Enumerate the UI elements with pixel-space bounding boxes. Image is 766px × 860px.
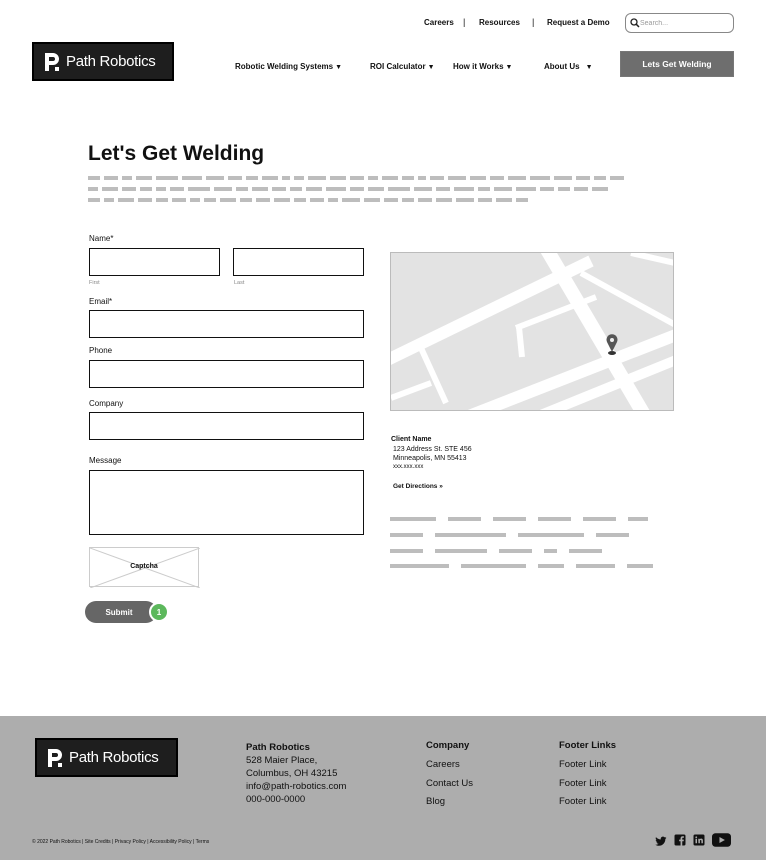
address-line-2: Minneapolis, MN 55413 xyxy=(393,455,467,462)
company-field[interactable] xyxy=(89,412,364,440)
address-line-1: 123 Address St. STE 456 xyxy=(393,446,472,453)
footer-phone: 000-000-0000 xyxy=(246,794,306,805)
page-title: Let's Get Welding xyxy=(88,142,265,165)
header-logo[interactable] xyxy=(32,42,174,81)
caret-down-icon: ▼ xyxy=(335,64,343,71)
placeholder-line xyxy=(390,564,665,568)
utility-separator: | xyxy=(463,17,466,27)
legal-separator: | xyxy=(145,839,150,845)
location-map[interactable] xyxy=(390,252,674,411)
placeholder-line xyxy=(88,198,668,202)
footer-link-blog[interactable]: Blog xyxy=(426,796,446,807)
legal-bar xyxy=(32,839,209,845)
placeholder-line xyxy=(390,549,614,553)
placeholder-line xyxy=(88,176,668,180)
captcha-label: Captcha xyxy=(130,563,158,570)
footer-address-line-1: 528 Maier Place, xyxy=(246,755,318,766)
privacy-policy-link[interactable]: Privacy Policy xyxy=(114,839,146,845)
email-field[interactable] xyxy=(89,310,364,338)
placeholder-line xyxy=(390,517,660,521)
first-name-field[interactable] xyxy=(89,248,220,276)
path-robotics-logo-icon xyxy=(43,51,61,73)
logo-wordmark: Path Robotics xyxy=(69,749,159,766)
step-badge: 1 xyxy=(149,602,169,622)
nav-label: ROI Calculator xyxy=(370,62,426,71)
first-name-sublabel: First xyxy=(89,280,100,286)
nav-item-how-it-works[interactable] xyxy=(453,62,512,71)
site-credits-link[interactable]: Site Credits xyxy=(84,839,111,845)
footer-link[interactable]: Footer Link xyxy=(559,759,607,770)
email-label: Email* xyxy=(89,297,113,306)
utility-link-request-demo[interactable]: Request a Demo xyxy=(547,18,610,27)
nav-item-roi-calculator[interactable] xyxy=(370,62,435,71)
placeholder-line xyxy=(390,533,641,537)
legal-separator: | xyxy=(110,839,115,845)
nav-label: How it Works xyxy=(453,62,504,71)
search-input[interactable] xyxy=(640,17,730,30)
accessibility-policy-link[interactable]: Accessibility Policy xyxy=(149,839,192,845)
caret-down-icon: ▼ xyxy=(427,64,435,71)
utility-link-resources[interactable]: Resources xyxy=(479,18,520,27)
footer-link-contact-us[interactable]: Contact Us xyxy=(426,778,473,789)
lets-get-welding-button[interactable]: Lets Get Welding xyxy=(620,51,734,77)
submit-button[interactable]: Submit xyxy=(85,601,157,623)
footer-links-heading: Footer Links xyxy=(559,740,617,751)
path-robotics-logo-icon xyxy=(46,747,64,769)
phone-field[interactable] xyxy=(89,360,364,388)
captcha-widget[interactable] xyxy=(89,547,199,587)
linkedin-icon[interactable] xyxy=(693,834,705,846)
caret-down-icon: ▼ xyxy=(505,64,513,71)
last-name-sublabel: Last xyxy=(234,280,245,286)
message-textarea[interactable] xyxy=(89,470,364,535)
footer-email-link[interactable]: info@path-robotics.com xyxy=(246,781,347,792)
footer-link-careers[interactable]: Careers xyxy=(426,759,460,770)
utility-link-careers[interactable]: Careers xyxy=(424,18,454,27)
nav-label: Robotic Welding Systems xyxy=(235,62,334,71)
footer-address-line-2: Columbus, OH 43215 xyxy=(246,768,338,779)
contact-phone: xxx.xxx.xxx xyxy=(393,464,424,470)
get-directions-link[interactable]: Get Directions » xyxy=(393,483,443,490)
client-name: Client Name xyxy=(391,436,432,443)
nav-label: About Us xyxy=(544,62,580,71)
footer-link[interactable]: Footer Link xyxy=(559,796,607,807)
legal-separator: | xyxy=(191,839,196,845)
facebook-icon[interactable] xyxy=(674,834,686,846)
message-label: Message xyxy=(89,456,122,465)
utility-bar xyxy=(0,13,766,35)
phone-label: Phone xyxy=(89,346,113,355)
name-label: Name* xyxy=(89,234,114,243)
company-label: Company xyxy=(89,399,124,408)
intro-placeholder-text xyxy=(88,176,668,209)
footer-logo[interactable] xyxy=(35,738,178,777)
footer-link[interactable]: Footer Link xyxy=(559,778,607,789)
map-streets-graphic xyxy=(391,253,674,411)
utility-separator: | xyxy=(532,17,535,27)
placeholder-line xyxy=(88,187,668,191)
search-box[interactable] xyxy=(625,13,734,33)
search-icon xyxy=(630,18,640,28)
nav-item-robotic-welding-systems[interactable] xyxy=(235,62,342,71)
twitter-icon[interactable] xyxy=(655,835,667,847)
logo-wordmark: Path Robotics xyxy=(66,53,156,70)
youtube-icon[interactable] xyxy=(712,833,731,847)
nav-item-about-us[interactable] xyxy=(544,62,593,71)
last-name-field[interactable] xyxy=(233,248,364,276)
footer-company-heading: Company xyxy=(426,740,470,751)
footer-address-heading: Path Robotics xyxy=(246,742,310,753)
terms-link[interactable]: Terms xyxy=(195,839,210,845)
copyright-text: © 2022 Path Robotics | xyxy=(32,839,85,845)
caret-down-icon: ▼ xyxy=(585,64,593,71)
